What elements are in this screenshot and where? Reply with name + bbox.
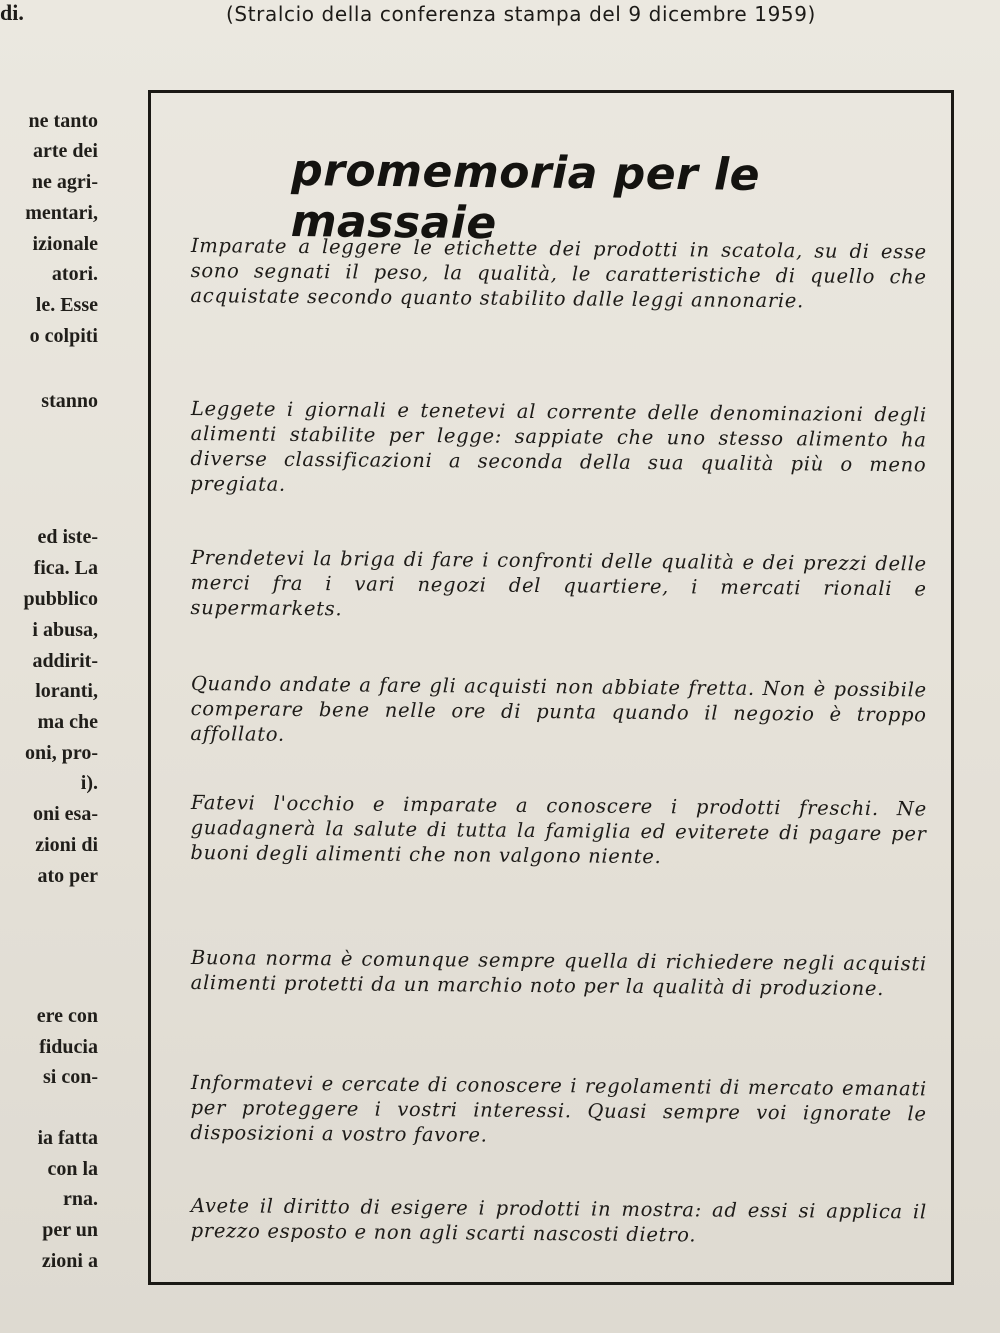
left-column-line: loranti, xyxy=(35,680,98,702)
left-column-line: oni, pro- xyxy=(25,742,98,764)
left-column-line: pubblico xyxy=(23,588,98,610)
memo-paragraph: Fatevi l'occhio e imparate a conoscere i prodotti freschi. Ne guadagnerà la salute di tutta la famiglia ed eviterete di pagare per buoni degli alimenti che non valgono niente. xyxy=(190,790,927,869)
left-column-line: ed iste- xyxy=(37,526,98,548)
memo-paragraph: Imparate a leggere le etichette dei prodotti in scatola, su di esse sono segnati il peso, la qualità, le caratteristiche di quello che acquistate secondo quanto stabilito dalle leggi annonarie. xyxy=(190,233,927,313)
left-column-line: si con- xyxy=(43,1066,98,1088)
left-column-line: zioni a xyxy=(41,1250,98,1272)
left-column-line: per un xyxy=(42,1219,98,1241)
memo-paragraph: Leggete i giornali e tenetevi al corrente delle denominazioni degli alimenti stabilite per legge: sappiate che uno stesso alimento ha diverse classificazioni a seconda della sua qualità più o meno pregiata. xyxy=(190,396,927,496)
header-fragment: di. xyxy=(0,0,24,25)
left-column-line: fiducia xyxy=(39,1036,98,1058)
left-column-line: i abusa, xyxy=(32,619,98,641)
memo-paragraph: Avete il diritto di esigere i prodotti in mostra: ad essi si applica il prezzo esposto e non agli scarti nascosti dietro. xyxy=(190,1194,927,1247)
left-column-line: atori. xyxy=(51,263,98,285)
left-column-line: ne tanto xyxy=(28,110,98,132)
left-column-line: zioni di xyxy=(35,834,98,856)
left-column-line: con la xyxy=(47,1158,98,1180)
left-column-line: o colpiti xyxy=(29,325,98,347)
page-caption: (Stralcio della conferenza stampa del 9 dicembre 1959) xyxy=(226,2,816,26)
memo-box xyxy=(148,90,954,1285)
left-column-line: i). xyxy=(80,772,98,794)
memo-paragraph: Quando andate a fare gli acquisti non abbiate fretta. Non è possibile comperare bene nelle ore di punta quando il negozio è troppo affollato. xyxy=(190,671,927,746)
memo-paragraph: Informatevi e cercate di conoscere i regolamenti di mercato emanati per proteggere i vostri interessi. Quasi sempre voi ignorate le disposizioni a vostro favore. xyxy=(190,1071,927,1147)
left-column-line: izionale xyxy=(32,233,98,255)
left-column-line: ere con xyxy=(36,1005,98,1027)
left-column-line: ato per xyxy=(37,865,98,887)
left-column-line: fica. La xyxy=(33,557,98,579)
left-column-line: oni esa- xyxy=(33,803,98,825)
left-column-line: arte dei xyxy=(33,140,98,162)
left-column-line: rna. xyxy=(63,1188,98,1210)
memo-paragraph: Prendetevi la briga di fare i confronti delle qualità e dei prezzi delle merci fra i vari negozi del quartiere, i mercati rionali e supermarkets. xyxy=(190,546,927,621)
left-column-line: ia fatta xyxy=(37,1127,98,1149)
left-column-line: ma che xyxy=(37,711,98,733)
left-column-line: addirit- xyxy=(32,650,98,672)
left-column-line: le. Esse xyxy=(35,294,98,316)
memo-title: promemoria per le massaie xyxy=(290,145,761,250)
left-column-line: mentari, xyxy=(25,202,98,224)
left-column-line: stanno xyxy=(41,390,98,412)
left-column-line: ne agri- xyxy=(31,171,98,193)
memo-paragraph: Buona norma è comunque sempre quella di richiedere negli acquisti alimenti protetti da un marchio noto per la qualità di produzione. xyxy=(190,945,927,1001)
